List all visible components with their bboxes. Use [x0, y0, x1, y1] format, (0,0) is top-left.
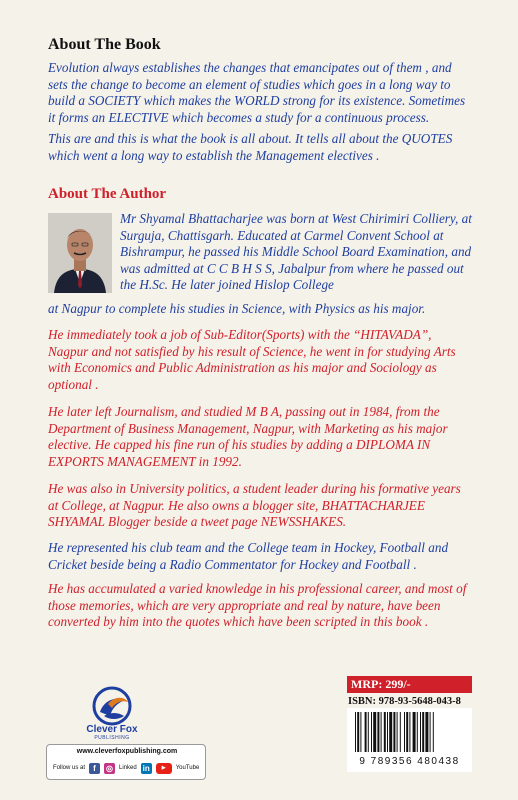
facebook-icon[interactable]: f: [89, 763, 100, 774]
publisher-tagline: PUBLISHING: [94, 735, 130, 741]
author-photo: [48, 213, 112, 293]
about-author-paragraph-2: He immediately took a job of Sub-Editor(Sports) with the “HITAVADA”, Nagpur and not satisfied by his result of Science, he went in for studying Arts with Economics and Public Administration as his major and Sociology as optional .: [48, 327, 456, 392]
isbn-label: ISBN: 978-93-5648-043-8: [348, 696, 461, 707]
about-author-heading: About The Author: [48, 186, 167, 202]
about-author-paragraph-1: Mr Shyamal Bhattacharjee was born at West Chirimiri Colliery, at Surguja, Chattisgarh. Educated at Carmel Convent School at Bishrampur, he passed his Middle School Board Examination, and was admitted at C C B H S S, Jabalpur from where he passed out the H.Sc. He later joined Hislop College: [120, 211, 472, 293]
about-author-paragraph-3: He later left Journalism, and studied M B A, passing out in 1984, from the Department of Business Management, Nagpur, with Marketing as his major elective. He capped his fine run of his studies by adding a DIPLOMA IN EXPORTS MANAGEMENT in 1992.: [48, 404, 448, 469]
barcode-digits: 9 789356 480438: [359, 756, 460, 767]
publisher-name: Clever Fox: [86, 724, 138, 735]
youtube-label[interactable]: YouTube: [175, 765, 200, 771]
publisher-contact-box: [46, 744, 206, 780]
about-author-paragraph-5: He represented his club team and the College team in Hockey, Football and Cricket beside being a Radio Commentator for Hockey and Football .: [48, 540, 449, 572]
youtube-icon[interactable]: ▶: [156, 763, 172, 774]
author-portrait-icon: [48, 213, 112, 293]
fox-logo-icon: [88, 682, 136, 730]
about-author-paragraph-4: He was also in University politics, a student leader during his formative years at College, at Nagpur. He also owns a blogger site, BHATTACHARJEE SHYAMAL Blogger beside a tweet page NEWSSHAKES.: [48, 481, 461, 530]
follow-label: Follow us at: [53, 765, 86, 771]
about-book-paragraph-2: This are and this is what the book is all about. It tells all about the QUOTES which went a long way to establish the Management electives .: [48, 131, 453, 163]
about-book-paragraph-1: Evolution always establishes the changes that emancipates out of them , and sets the change to become an element of studies which goes in a long way to build a SOCIETY which makes the WORLD strong for its existence. Sometimes it forms an ELECTIVE which becomes a study for a continuous process.: [48, 60, 466, 125]
about-book-heading: About The Book: [48, 36, 161, 53]
barcode-bars-icon: [347, 708, 472, 756]
social-row: [53, 761, 199, 775]
about-author-paragraph-1-continued: at Nagpur to complete his studies in Science, with Physics as his major.: [48, 301, 426, 316]
instagram-icon[interactable]: ◎: [104, 763, 115, 774]
about-author-paragraph-6: He has accumulated a varied knowledge in his professional career, and most of those memories, which are very appropriate and real by nature, have been converted by him into the quotes which have been scripted in this book .: [48, 581, 467, 630]
linkedin-icon[interactable]: in: [142, 763, 150, 773]
linkedin-label[interactable]: Linked: [119, 765, 137, 771]
publisher-website[interactable]: www.cleverfoxpublishing.com: [76, 748, 178, 755]
mrp-badge: MRP: 299/-: [347, 676, 472, 693]
